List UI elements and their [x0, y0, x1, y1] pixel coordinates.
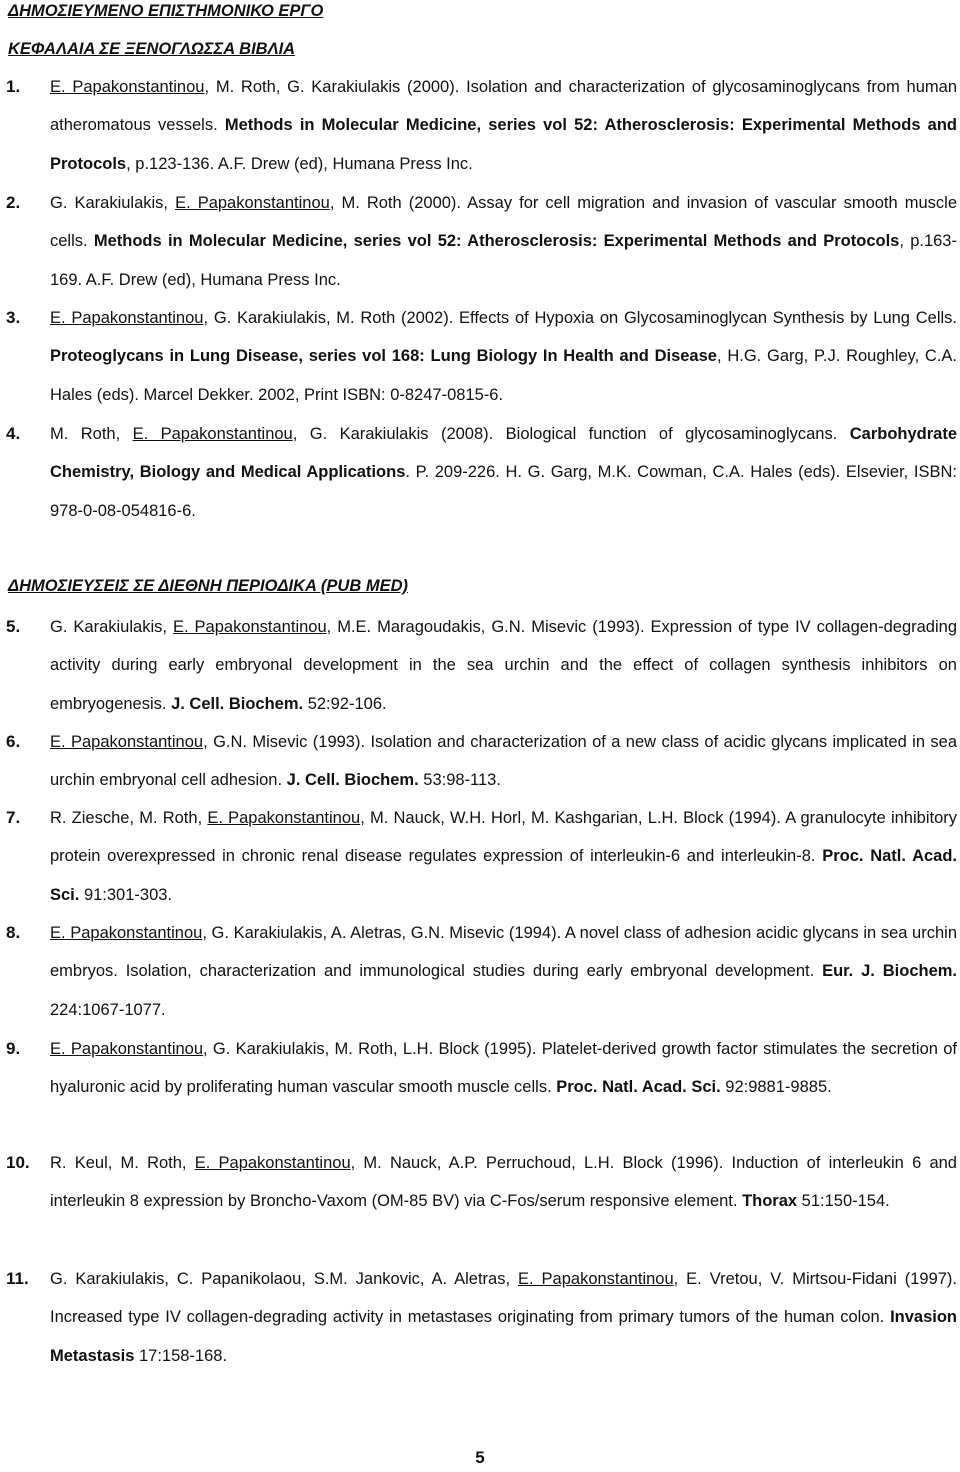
reference-prefix: M. Roth,	[50, 425, 133, 443]
reference-number: 4.	[6, 424, 21, 443]
reference-entry-7	[0, 799, 960, 914]
reference-details: 53:98-113.	[418, 771, 501, 790]
reference-text	[50, 914, 957, 1029]
reference-body: , G. Karakiulakis, M. Roth (2002). Effects of Hypoxia on Glycosaminoglycan Synthesis by Lung Cells.	[203, 309, 958, 327]
reference-entry-4	[0, 415, 960, 530]
reference-entry-1	[0, 68, 960, 183]
published-work-heading: ΔΗΜΟΣΙΕΥΜΕΝΟ ΕΠΙΣΤΗΜΟΝΙΚΟ ΕΡΓΟ	[8, 2, 324, 20]
reference-body: , M. Nauck, A.P. Perruchoud, L.H. Block (1996). Induction of interleukin 6 and interleukin 8 expression by Broncho-Vaxom (OM-85 BV) via C-Fos/serum responsive element.	[50, 1154, 957, 1211]
reference-body: , G. Karakiulakis, A. Aletras, G.N. Misevic (1994). A novel class of adhesion acidic glycans in sea urchin embryos. Isolation, characterization and immunological studies during early embryonal development.	[50, 924, 957, 981]
book-chapters-heading: ΚΕΦΑΛΑΙΑ ΣΕ ΞΕΝΟΓΛΩΣΣΑ ΒΙΒΛΙΑ	[8, 40, 296, 58]
reference-body: , G.N. Misevic (1993). Isolation and characterization of a new class of acidic glycans implicated in sea urchin embryonal cell adhesion.	[50, 733, 958, 790]
author-highlight: E. Papakonstantinou	[194, 1154, 351, 1172]
reference-body: , G. Karakiulakis (2008). Biological function of glycosaminoglycans.	[292, 425, 850, 443]
reference-text	[50, 1030, 957, 1107]
reference-number: 5.	[6, 617, 21, 636]
intl-journals-heading: ΔΗΜΟΣΙΕΥΣΕΙΣ ΣΕ ΔΙΕΘΝΗ ΠΕΡΙΟΔΙΚΑ (PUB MED)	[8, 577, 409, 595]
reference-text	[50, 415, 957, 530]
author-highlight: E. Papakonstantinou	[132, 425, 293, 443]
reference-source: J. Cell. Biochem.	[286, 771, 419, 790]
reference-source: Thorax	[742, 1192, 798, 1211]
reference-body: , M. Nauck, W.H. Horl, M. Kashgarian, L.H. Block (1994). A granulocyte inhibitory protein overexpressed in chronic renal disease regulates expression of interleukin-6 and interleukin-8.	[50, 809, 957, 866]
reference-body: , M. Roth (2000). Assay for cell migration and invasion of vascular smooth muscle cells.	[50, 194, 958, 251]
reference-entry-9	[0, 1030, 960, 1107]
reference-source: Proc. Natl. Acad. Sci.	[50, 847, 957, 904]
reference-entry-5	[0, 608, 960, 723]
reference-text	[50, 608, 957, 723]
reference-number: 6.	[6, 732, 21, 751]
reference-prefix: R. Ziesche, M. Roth,	[50, 809, 208, 827]
reference-number: 10.	[6, 1153, 30, 1172]
author-highlight: E. Papakonstantinou	[172, 618, 327, 636]
reference-details: 51:150-154.	[797, 1192, 890, 1211]
reference-entry-2	[0, 184, 960, 299]
reference-source: Eur. J. Biochem.	[822, 962, 958, 981]
author-highlight: E. Papakonstantinou	[50, 78, 205, 96]
reference-source: J. Cell. Biochem.	[171, 694, 304, 713]
author-highlight: E. Papakonstantinou	[175, 194, 330, 212]
reference-body: , G. Karakiulakis, M. Roth, L.H. Block (1995). Platelet-derived growth factor stimulates the secretion of hyaluronic acid by proliferating human vascular smooth muscle cells.	[50, 1040, 958, 1097]
author-highlight: E. Papakonstantinou	[50, 733, 204, 751]
author-highlight: E. Papakonstantinou	[50, 309, 204, 327]
reference-source: Carbohydrate Chemistry, Biology and Medical Applications	[50, 425, 958, 482]
reference-number: 8.	[6, 923, 21, 942]
reference-source: Proteoglycans in Lung Disease, series vol 168: Lung Biology In Health and Disease	[50, 347, 717, 366]
reference-entry-6	[0, 723, 960, 800]
reference-prefix: G. Karakiulakis,	[50, 194, 176, 212]
reference-details: 224:1067-1077.	[50, 1000, 166, 1019]
reference-number: 3.	[6, 308, 21, 327]
reference-details: , H.G. Garg, P.J. Roughley, C.A. Hales (eds). Marcel Dekker. 2002, Print ISBN: 0-8247-0815-6.	[50, 347, 957, 404]
reference-number: 7.	[6, 808, 21, 827]
reference-body: , M. Roth, G. Karakiulakis (2000). Isolation and characterization of glycosaminoglycans from human atheromatous vessels.	[50, 78, 957, 135]
reference-text	[50, 299, 957, 414]
reference-text	[50, 184, 957, 299]
reference-body: , E. Vretou, V. Mirtsou-Fidani (1997). Increased type IV collagen-degrading activity in metastases originating from primary tumors of the human colon.	[50, 1270, 957, 1327]
reference-source: Proc. Natl. Acad. Sci.	[556, 1078, 721, 1097]
reference-details: 52:92-106.	[303, 694, 387, 713]
reference-entry-10	[0, 1144, 960, 1221]
reference-details: . P. 209-226. H. G. Garg, M.K. Cowman, C.A. Hales (eds). Elsevier, ISBN: 978-0-08-054816-6.	[50, 463, 957, 520]
reference-details: , p.123-136. A.F. Drew (ed), Humana Press Inc.	[126, 154, 473, 173]
reference-number: 1.	[6, 77, 21, 96]
reference-entry-11	[0, 1260, 960, 1375]
reference-entry-3	[0, 299, 960, 414]
author-highlight: E. Papakonstantinou	[518, 1270, 674, 1288]
reference-body: , M.E. Maragoudakis, G.N. Misevic (1993). Expression of type IV collagen-degrading activity during early embryonal development in the sea urchin and the effect of collagen synthesis inhibitors on embryogenesis.	[50, 618, 957, 713]
reference-source: Invasion Metastasis	[50, 1308, 957, 1365]
reference-text	[50, 799, 957, 914]
reference-text	[50, 723, 957, 800]
reference-number: 9.	[6, 1039, 21, 1058]
reference-number: 11.	[6, 1269, 29, 1288]
reference-source: Methods in Molecular Medicine, series vol 52: Atherosclerosis: Experimental Methods and Protocols	[93, 232, 900, 251]
reference-details: 17:158-168.	[134, 1346, 228, 1365]
author-highlight: E. Papakonstantinou	[50, 924, 203, 942]
reference-prefix: G. Karakiulakis, C. Papanikolaou, S.M. Jankovic, A. Aletras,	[50, 1270, 518, 1288]
reference-text	[50, 68, 957, 183]
reference-details: 91:301-303.	[79, 885, 173, 904]
reference-number: 2.	[6, 193, 21, 212]
reference-prefix: R. Keul, M. Roth,	[50, 1154, 195, 1172]
author-highlight: E. Papakonstantinou	[50, 1040, 204, 1058]
reference-details: , p.163-169. A.F. Drew (ed), Humana Press Inc.	[50, 232, 957, 289]
reference-source: Methods in Molecular Medicine, series vol 52: Atherosclerosis: Experimental Methods and Protocols	[50, 116, 958, 173]
reference-text	[50, 1260, 957, 1375]
reference-details: 92:9881-9885.	[720, 1078, 832, 1097]
reference-text	[50, 1144, 957, 1221]
reference-entry-8	[0, 914, 960, 1029]
author-highlight: E. Papakonstantinou	[207, 809, 361, 827]
reference-prefix: G. Karakiulakis,	[50, 618, 173, 636]
page-number: 5	[475, 1448, 485, 1467]
